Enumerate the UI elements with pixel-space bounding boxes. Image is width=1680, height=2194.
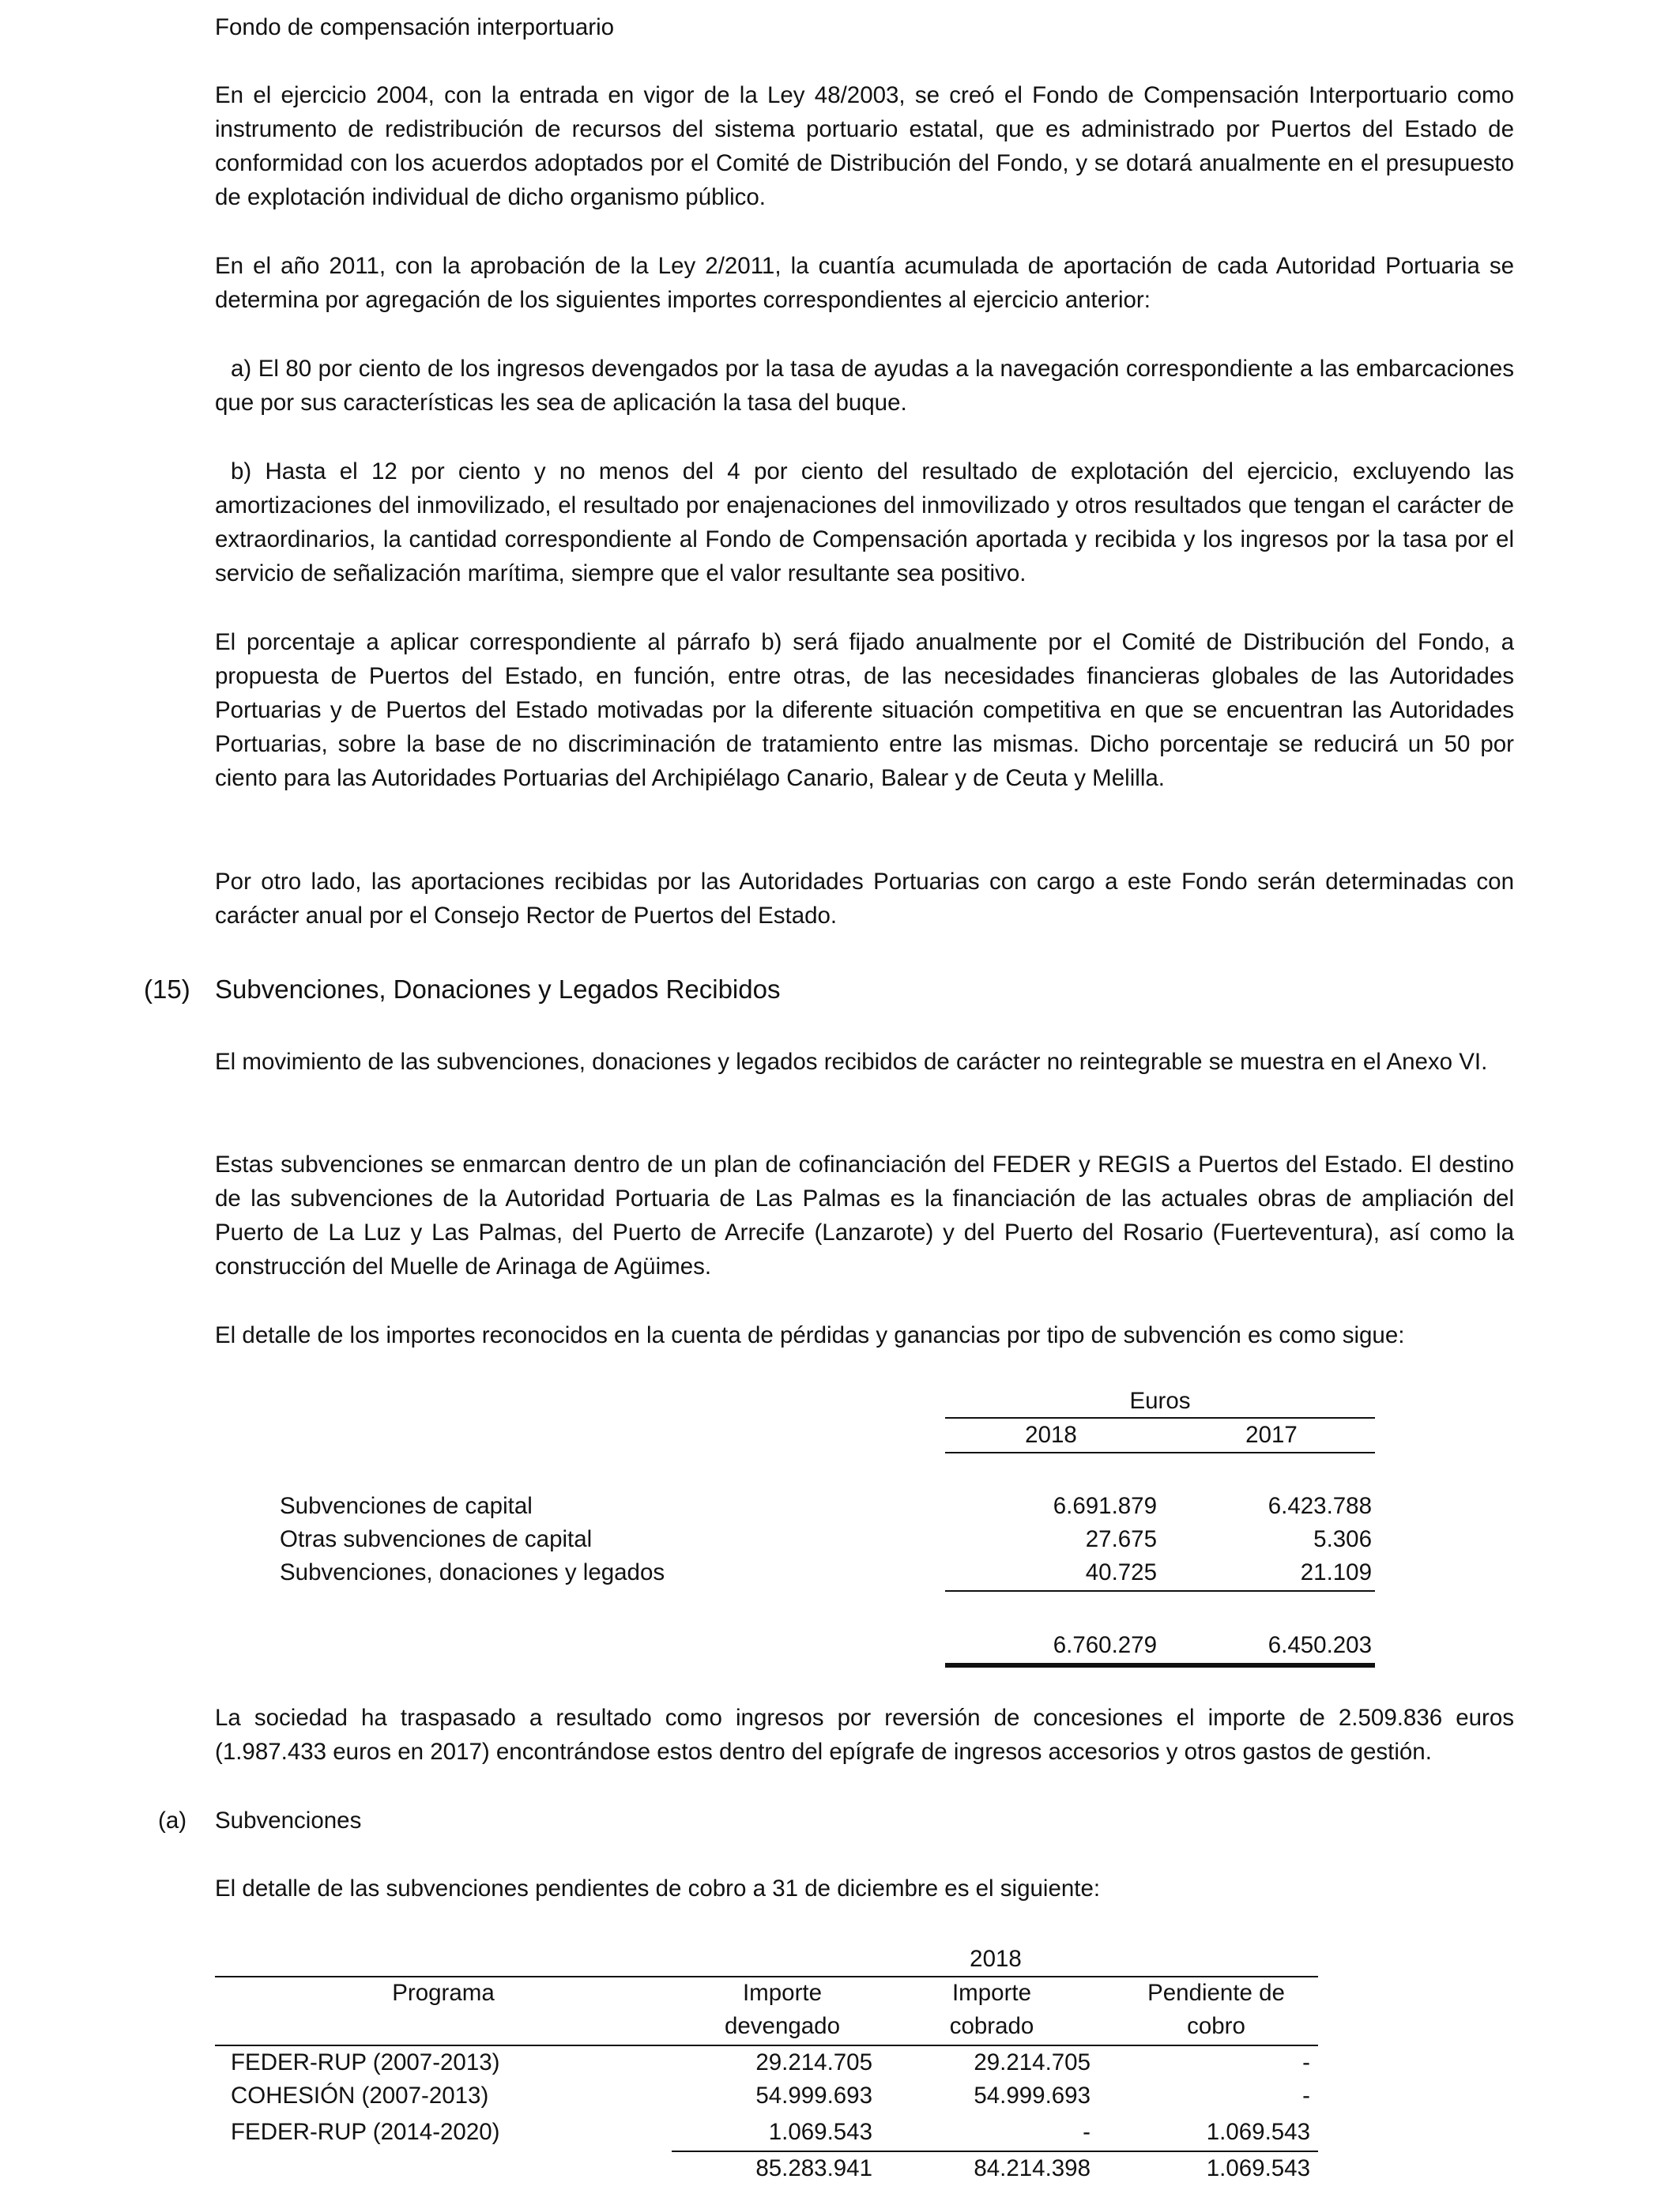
table-row-label: FEDER-RUP (2014-2020) — [231, 2119, 500, 2145]
table-cell: 21.109 — [1300, 1559, 1372, 1585]
table-cell: 6.691.879 — [1053, 1493, 1157, 1519]
year-header-2017: 2017 — [1245, 1422, 1298, 1448]
total-double-rule — [945, 1663, 1375, 1668]
table-cell: 5.306 — [1313, 1526, 1372, 1552]
table-year-header: 2018 — [970, 1946, 1022, 1972]
table-cell: 1.069.543 — [1206, 2119, 1310, 2145]
table-cell: 29.214.705 — [755, 2049, 872, 2075]
table-cell: 40.725 — [1085, 1559, 1157, 1585]
table-cell: 6.423.788 — [1268, 1493, 1372, 1519]
table-row-label: Subvenciones de capital — [280, 1493, 533, 1519]
table-total: 6.450.203 — [1268, 1632, 1372, 1658]
table-total: 84.214.398 — [974, 2155, 1090, 2181]
paragraph: El porcentaje a aplicar correspondiente al párrafo b) será fijado anualmente por el Comité de Distribución del Fondo, a propuesta de Puertos del Estado, en función, entre otras, de las necesidades financieras globales de las Autoridades Portuarias y de Puertos del Estado motivadas por la diferente situación competitiva en que se encuentran las Autoridades Portuarias, sobre la base de no discriminación de tratamiento entre las mismas. Dicho porcentaje se reducirá un 50 por ciento para las Autoridades Portuarias del Archipiélago Canario, Balear y de Ceuta y Melilla. — [215, 629, 1514, 791]
paragraph: Estas subvenciones se enmarcan dentro de un plan de cofinanciación del FEDER y REGIS a Puertos del Estado. El destino de las subvenciones de la Autoridad Portuaria de Las Palmas es la financiación de las actuales obras de ampliación del Puerto de La Luz y Las Palmas, del Puerto de Arrecife (Lanzarote) y del Puerto del Rosario (Fuerteventura), así como la construcción del Muelle de Arinaga de Agüimes. — [215, 1152, 1514, 1280]
paragraph: El detalle de las subvenciones pendientes de cobro a 31 de diciembre es el siguiente: — [215, 1875, 1101, 1902]
section-number: (15) — [144, 974, 190, 1004]
column-header-pendiente: cobro — [1187, 2013, 1245, 2039]
year-header-2018: 2018 — [1025, 1422, 1077, 1448]
paragraph: El movimiento de las subvenciones, donaciones y legados recibidos de carácter no reintegrable se muestra en el Anexo VI. — [215, 1049, 1488, 1075]
header-rule — [945, 1452, 1375, 1453]
section-heading-fondo: Fondo de compensación interportuario — [215, 14, 615, 40]
table-cell: 27.675 — [1085, 1526, 1157, 1552]
subtotal-rule — [945, 1590, 1375, 1592]
table-row-label: FEDER-RUP (2007-2013) — [231, 2049, 500, 2075]
paragraph: En el ejercicio 2004, con la entrada en vigor de la Ley 48/2003, se creó el Fondo de Compensación Interportuario como instrumento de redistribución de recursos del sistema portuario estatal, que es administrado por Puertos del Estado de conformidad con los acuerdos adoptados por el Comité de Distribución del Fondo, y se dotará anualmente en el presupuesto de explotación individual de dicho organismo público. — [215, 82, 1514, 210]
table-total: 6.760.279 — [1053, 1632, 1157, 1658]
table-total: 85.283.941 — [755, 2155, 872, 2181]
table-row-label: Subvenciones, donaciones y legados — [280, 1559, 665, 1585]
paragraph: Por otro lado, las aportaciones recibidas por las Autoridades Portuarias con cargo a este Fondo serán determinadas con carácter anual por el Consejo Rector de Puertos del Estado. — [215, 869, 1514, 929]
column-header-programa: Programa — [392, 1980, 495, 2006]
table-cell: 54.999.693 — [755, 2083, 872, 2109]
column-header-devengado: devengado — [724, 2013, 840, 2039]
currency-header: Euros — [1129, 1388, 1191, 1414]
paragraph: En el año 2011, con la aprobación de la Ley 2/2011, la cuantía acumulada de aportación de cada Autoridad Portuaria se determina por agregación de los siguientes importes correspondientes al ejercicio anterior: — [215, 253, 1514, 313]
subsection-title: Subvenciones — [215, 1808, 362, 1834]
column-header-devengado: Importe — [742, 1980, 822, 2006]
table-cell: - — [1302, 2049, 1310, 2075]
table-row-label: Otras subvenciones de capital — [280, 1526, 593, 1552]
paragraph: La sociedad ha traspasado a resultado como ingresos por reversión de concesiones el importe de 2.509.836 euros (1.987.433 euros en 2017) encontrándose estos dentro del epígrafe de ingresos accesorios y otros gastos de gestión. — [215, 1705, 1514, 1765]
table-cell: 29.214.705 — [974, 2049, 1090, 2075]
section-title: Subvenciones, Donaciones y Legados Recibidos — [215, 974, 781, 1004]
column-header-cobrado: Importe — [951, 1980, 1031, 2006]
table-cell: 1.069.543 — [768, 2119, 872, 2145]
table-cell: - — [1302, 2083, 1310, 2109]
column-header-cobrado: cobrado — [949, 2013, 1034, 2039]
table-cell: - — [1083, 2119, 1090, 2145]
list-item-a: a) El 80 por ciento de los ingresos devengados por la tasa de ayudas a la navegación correspondiente a las embarcaciones que por sus características les sea de aplicación la tasa del buque. — [215, 356, 1514, 416]
subsection-letter: (a) — [158, 1808, 187, 1834]
paragraph: El detalle de los importes reconocidos en la cuenta de pérdidas y ganancias por tipo de subvención es como sigue: — [215, 1322, 1405, 1348]
table-cell: 54.999.693 — [974, 2083, 1090, 2109]
table-row-label: COHESIÓN (2007-2013) — [231, 2083, 489, 2109]
table-total: 1.069.543 — [1206, 2155, 1310, 2181]
column-header-pendiente: Pendiente de — [1147, 1980, 1285, 2006]
list-item-b: b) Hasta el 12 por ciento y no menos del 4 por ciento del resultado de explotación del ejercicio, excluyendo las amortizaciones del inmovilizado, el resultado por enajenaciones del inmovilizado y otros resultados que tengan el carácter de extraordinarios, la cantidad correspondiente al Fondo de Compensación aportada y recibida y los ingresos por la tasa por el servicio de señalización marítima, siempre que el valor resultante sea positivo. — [215, 458, 1514, 586]
